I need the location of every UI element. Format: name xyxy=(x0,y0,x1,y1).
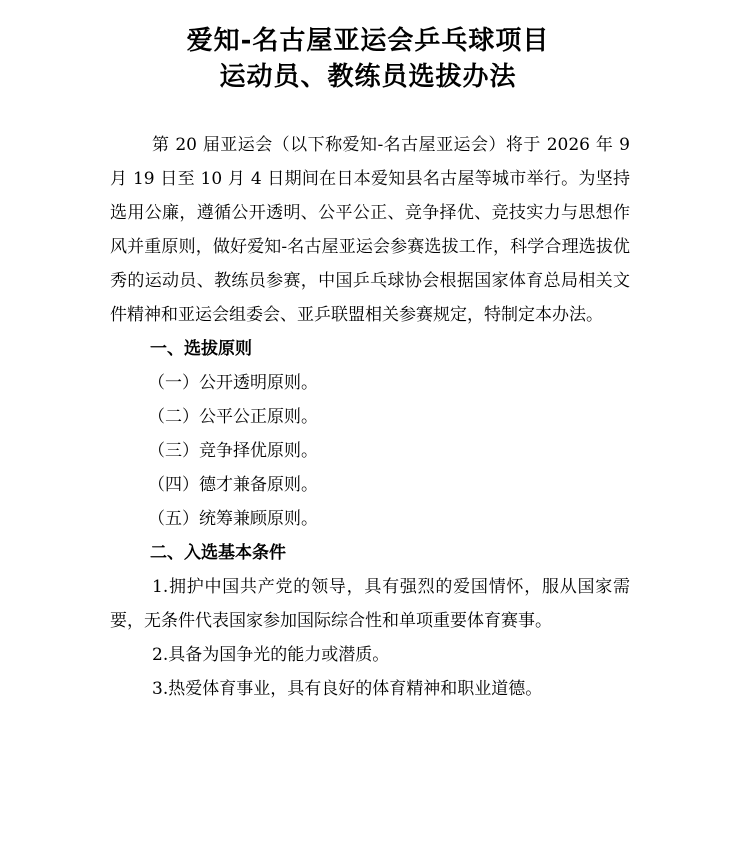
intro-paragraph: 第 20 届亚运会（以下称爱知-名古屋亚运会）将于 2026 年 9 月 19 日至 10 月 4 日期间在日本爱知县名古屋等城市举行。为坚持选用公廉，遵循公开透明、公平公正、竞争择优、竞技实力与思想作风并重原则，做好爱知-名古屋亚运会参赛选拔工作，科学合理选拔优秀的运动员、教练员参赛，中国乒乓球协会根据国家体育总局相关文件精神和亚运会组委会、亚乒联盟相关参赛规定，特制定本办法。 xyxy=(110,135,630,325)
document-title-line1: 爱知-名古屋亚运会乒乓球项目 xyxy=(186,26,550,56)
condition-item: 1.拥护中国共产党的领导，具有强烈的爱国情怀，服从国家需要，无条件代表国家参加国际综合性和单项重要体育赛事。 xyxy=(110,577,630,631)
document-body xyxy=(110,128,630,706)
principle-item: （三）竞争择优原则。 xyxy=(148,441,318,461)
principle-item: （五）统筹兼顾原则。 xyxy=(148,509,318,529)
principle-item: （四）德才兼备原则。 xyxy=(148,475,318,495)
condition-item: 3.热爱体育事业，具有良好的体育精神和职业道德。 xyxy=(152,679,543,699)
principle-item: （一）公开透明原则。 xyxy=(148,373,318,393)
section1-heading: 一、选拔原则 xyxy=(150,339,252,359)
document-title-line2: 运动员、教练员选拔办法 xyxy=(219,62,517,92)
principle-item: （二）公平公正原则。 xyxy=(148,407,318,427)
section2-heading: 二、入选基本条件 xyxy=(150,543,286,563)
condition-item: 2.具备为国争光的能力或潜质。 xyxy=(152,645,390,665)
